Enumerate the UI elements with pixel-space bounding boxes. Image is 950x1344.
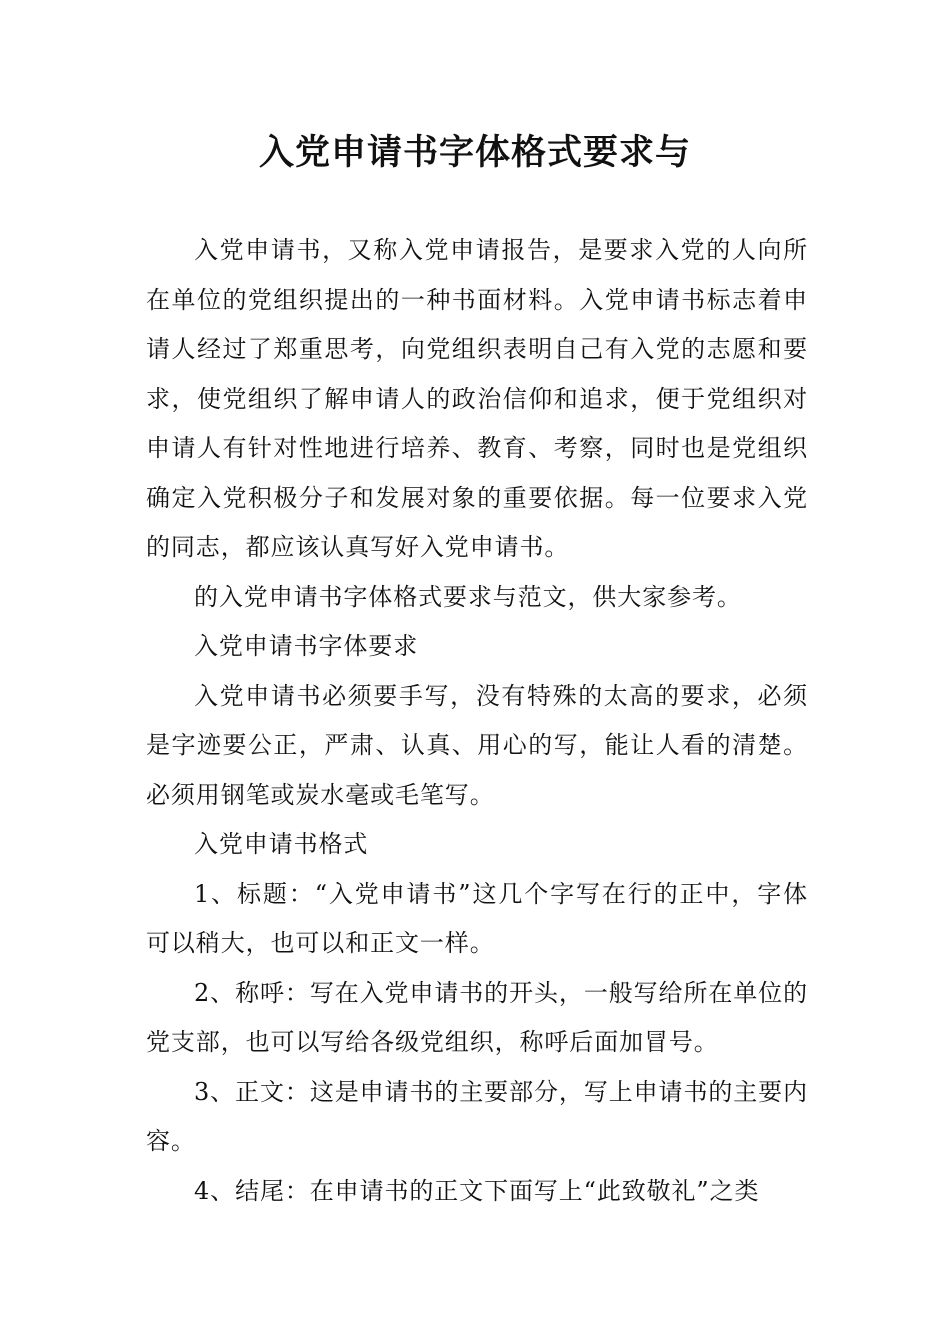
format-item-salutation: 2、称呼：写在入党申请书的开头，一般写给所在单位的党支部，也可以写给各级党组织，称呼后面加冒号。 [146,978,808,1056]
format-item-title: 1、标题：“入党申请书”这几个字写在行的正中，字体可以稍大，也可以和正文一样。 [146,879,808,957]
section-heading-format: 入党申请书格式 [194,830,369,858]
paragraph-reference: 的入党申请书字体格式要求与范文，供大家参考。 [194,582,742,611]
document-body [146,226,808,1216]
format-item-ending: 4、结尾：在申请书的正文下面写上“此致敬礼”之类 [194,1176,760,1205]
section-heading-font: 入党申请书字体要求 [194,632,419,660]
format-item-body: 3、正文：这是申请书的主要部分，写上申请书的主要内容。 [146,1077,808,1155]
paragraph-intro: 入党申请书，又称入党申请报告，是要求入党的人向所在单位的党组织提出的一种书面材料。入党申请书标志着申请人经过了郑重思考，向党组织表明自己有入党的志愿和要求，使党组织了解申请人的政治信仰和追求，便于党组织对申请人有针对性地进行培养、教育、考察，同时也是党组织确定入党积极分子和发展对象的重要依据。每一位要求入党的同志，都应该认真写好入党申请书。 [146,236,808,561]
document-title: 入党申请书字体格式要求与 [258,133,691,173]
paragraph-font-requirements: 入党申请书必须要手写，没有特殊的太高的要求，必须是字迹要公正，严肃、认真、用心的写，能让人看的清楚。必须用钢笔或炭水毫或毛笔写。 [146,681,808,809]
